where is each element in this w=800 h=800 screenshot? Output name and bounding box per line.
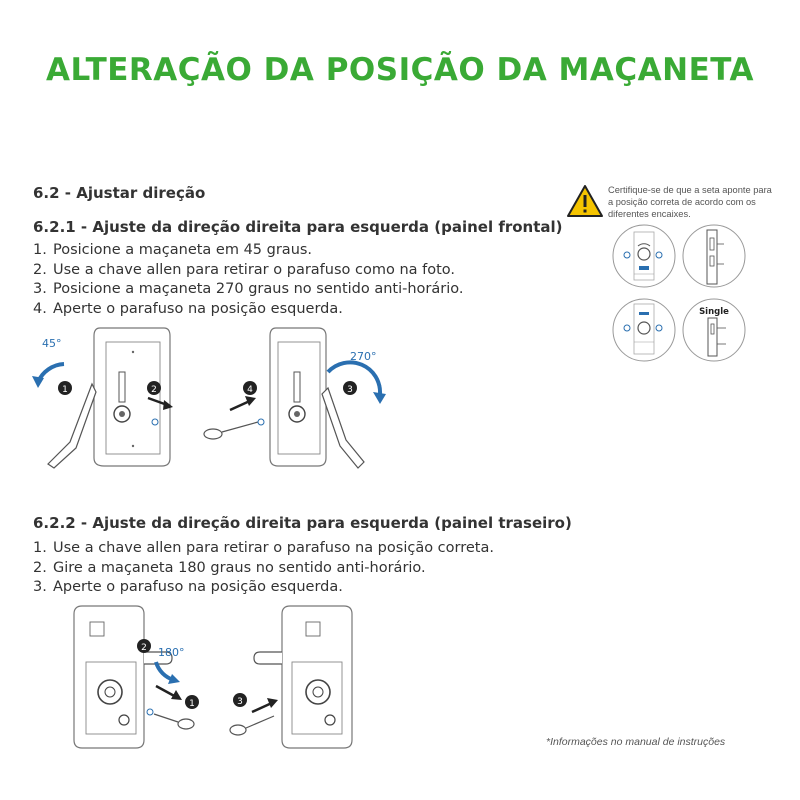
list-item: 3. Aperte o parafuso na posição esquerda. (33, 579, 343, 596)
warning-icon (566, 184, 604, 218)
svg-text:3: 3 (237, 697, 243, 707)
list-item: 1. Posicione a maçaneta em 45 graus. (33, 242, 313, 258)
page-title: ALTERAÇÃO DA POSIÇÃO DA MAÇANETA (46, 52, 754, 88)
warning-note: Certifique-se de que a seta aponte para a posição correta de acordo com os diferentes encaixes. (608, 185, 772, 219)
svg-text:1: 1 (189, 699, 195, 709)
alignment-diagram-top-left (613, 225, 675, 287)
svg-text:2: 2 (151, 385, 157, 395)
front-panel-illustration (30, 322, 390, 472)
list-item: 1. Use a chave allen para retirar o parafuso na posição correta. (33, 540, 494, 556)
back-panel-heading: 6.2.2 - Ajuste da direção direita para esquerda (painel traseiro) (33, 514, 572, 532)
alignment-diagram-top-right (683, 225, 745, 287)
front-lock-left (48, 328, 170, 468)
single-label: Single (699, 307, 729, 317)
alignment-diagram-bottom-left (613, 299, 675, 361)
list-item: 4. Aperte o parafuso na posição esquerda. (33, 300, 343, 317)
svg-text:3: 3 (347, 385, 353, 395)
list-item: 2. Use a chave allen para retirar o parafuso como na foto. (33, 261, 456, 278)
screwdriver-icon (178, 719, 194, 729)
back-lock-right (254, 606, 352, 748)
svg-text:2: 2 (141, 643, 147, 653)
svg-text:1: 1 (62, 385, 68, 395)
angle-label-45: 45° (42, 337, 62, 350)
front-steps-list (33, 241, 464, 319)
screwdriver-icon (204, 429, 222, 439)
footnote: *Informações no manual de instruções (546, 736, 726, 748)
section-heading: 6.2 - Ajustar direção (33, 184, 206, 202)
list-item: 2. Gire a maçaneta 180 graus no sentido anti-horário. (33, 559, 426, 576)
angle-label-180: 180° (158, 646, 185, 659)
alignment-diagrams (612, 224, 746, 364)
angle-label-270: 270° (350, 350, 377, 363)
list-item: 3. Posicione a maçaneta 270 graus no sentido anti-horário. (33, 281, 464, 298)
alignment-diagram-bottom-right (683, 299, 745, 361)
back-lock-left (74, 606, 172, 748)
back-steps-list (33, 539, 494, 598)
screwdriver-icon (230, 725, 246, 735)
front-panel-heading: 6.2.1 - Ajuste da direção direita para esquerda (painel frontal) (33, 218, 563, 236)
back-panel-illustration (60, 602, 380, 752)
svg-text:4: 4 (247, 385, 253, 395)
front-lock-right (270, 328, 364, 468)
